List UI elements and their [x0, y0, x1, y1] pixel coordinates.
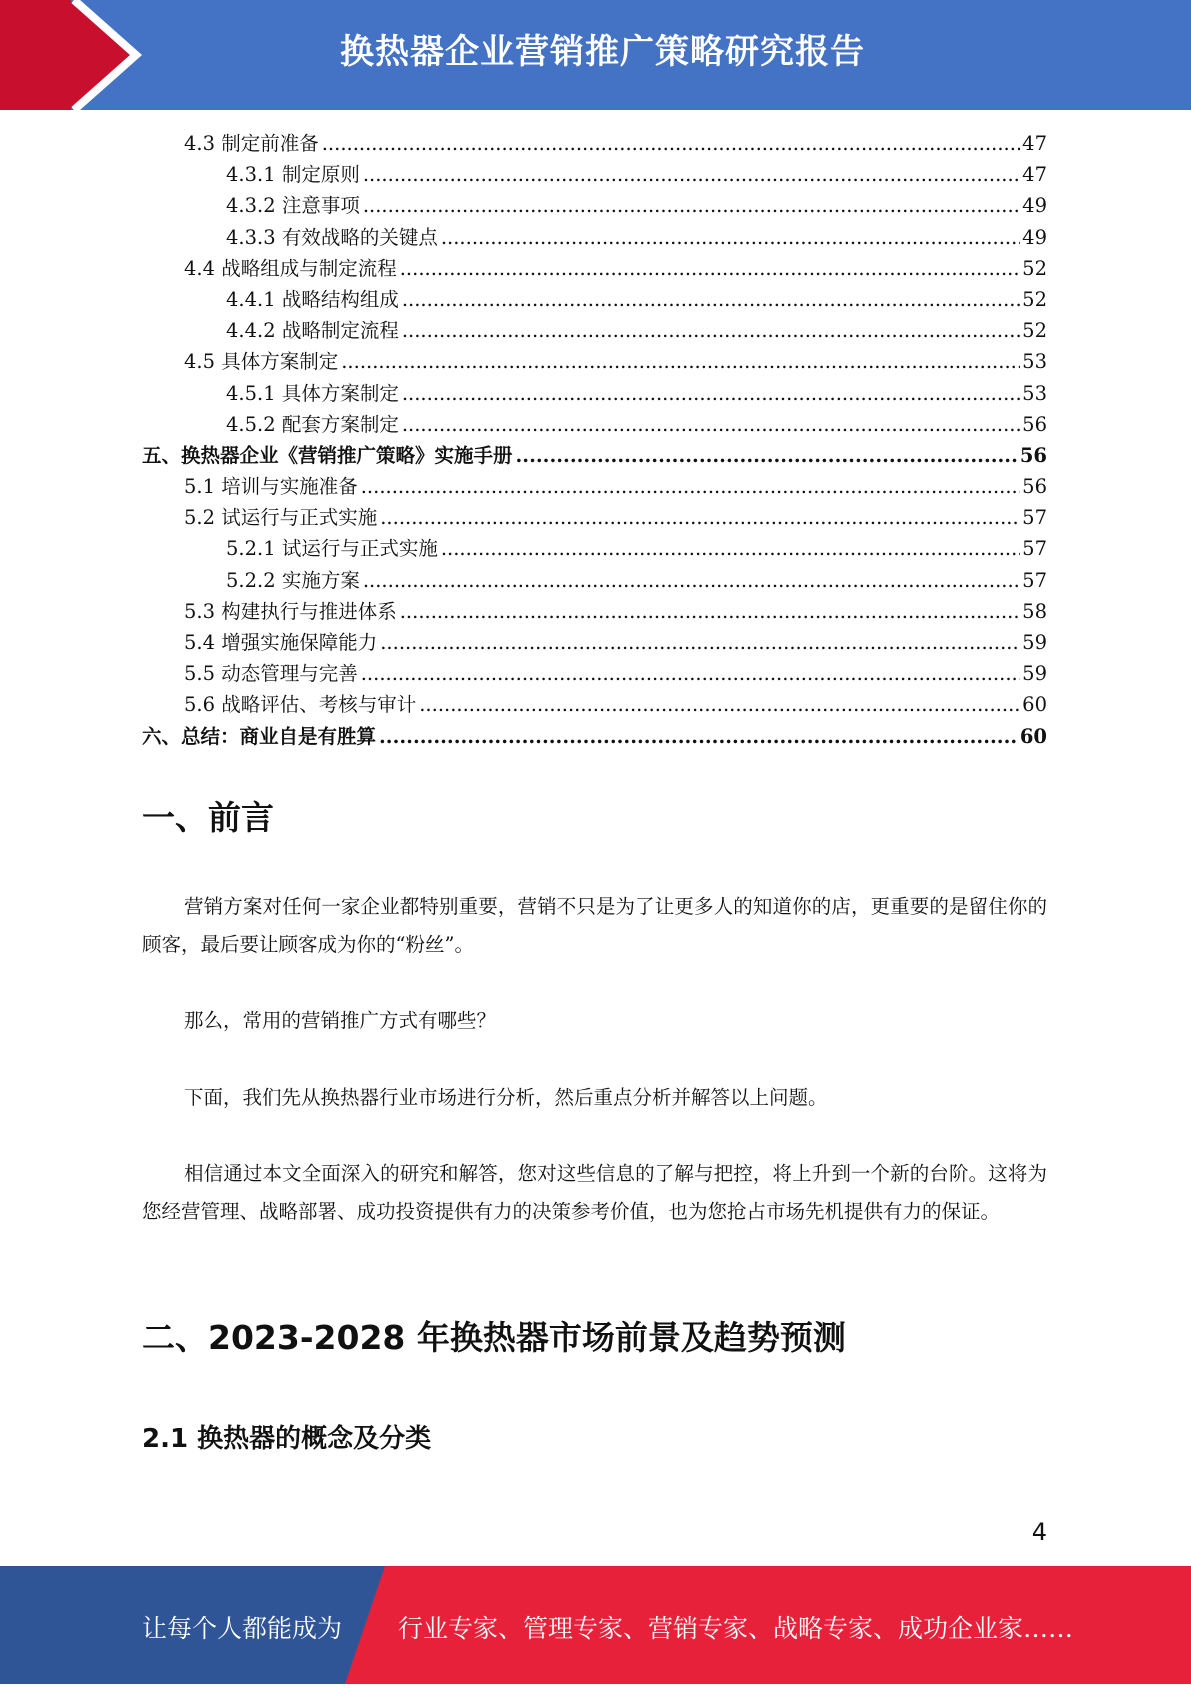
toc-leader-dots: [400, 600, 1020, 623]
toc-leader-dots: [441, 537, 1020, 560]
toc-leader-dots: [402, 288, 1020, 311]
toc-entry[interactable]: [142, 471, 1047, 502]
toc-entry-label: 5.1 培训与实施准备: [184, 475, 358, 499]
toc-leader-dots: [379, 725, 1018, 748]
toc-entry-label: 五、换热器企业《营销推广策略》实施手册: [142, 443, 513, 467]
toc-entry-page: 52: [1022, 319, 1047, 343]
toc-entry[interactable]: [142, 128, 1047, 159]
paragraph: 下面，我们先从换热器行业市场进行分析，然后重点分析并解答以上问题。: [184, 1086, 828, 1109]
toc-entry[interactable]: [142, 190, 1047, 221]
toc-entry-page: 49: [1022, 225, 1047, 249]
toc-entry-page: 57: [1022, 537, 1047, 561]
toc-entry-label: 5.2.1 试运行与正式实施: [226, 537, 438, 561]
toc-entry[interactable]: [142, 502, 1047, 533]
toc-leader-dots: [402, 319, 1020, 342]
toc-entry[interactable]: [142, 253, 1047, 284]
toc-entry-label: 5.6 战略评估、考核与审计: [184, 693, 417, 717]
toc-entry-page: 47: [1022, 132, 1047, 155]
toc-entry-label: 5.2 试运行与正式实施: [184, 506, 378, 530]
toc-entry-label: 六、总结：商业自是有胜算: [142, 724, 377, 748]
toc-entry[interactable]: [142, 409, 1047, 440]
toc-entry[interactable]: [142, 533, 1047, 564]
toc-entry-page: 59: [1022, 631, 1047, 654]
toc-leader-dots: [516, 444, 1018, 467]
toc-leader-dots: [441, 226, 1020, 249]
toc-entry[interactable]: [142, 658, 1047, 689]
toc-entry-label: 4.3.1 制定原则: [226, 163, 360, 187]
paragraph: 那么，常用的营销推广方式有哪些？: [184, 1009, 497, 1032]
toc-leader-dots: [361, 662, 1020, 685]
toc-leader-dots: [341, 350, 1020, 373]
toc-entry[interactable]: [142, 378, 1047, 409]
toc-entry-label: 4.4 战略组成与制定流程: [184, 256, 397, 280]
toc-entry-label: 4.3 制定前准备: [184, 132, 319, 155]
toc-entry-label: 5.2.2 实施方案: [226, 568, 360, 592]
toc-leader-dots: [402, 413, 1020, 436]
toc-entry-page: 56: [1022, 412, 1047, 436]
toc-leader-dots: [419, 693, 1020, 716]
toc-entry-page: 60: [1019, 724, 1047, 748]
toc-entry-page: 57: [1022, 568, 1047, 592]
toc-entry-page: 52: [1022, 256, 1047, 280]
toc-entry[interactable]: [142, 440, 1047, 471]
toc-entry-page: 56: [1019, 443, 1047, 467]
toc-entry-label: 4.3.2 注意事项: [226, 194, 360, 218]
toc-entry-page: 49: [1022, 194, 1047, 218]
toc-leader-dots: [380, 631, 1020, 654]
toc-entry-page: 53: [1022, 350, 1047, 374]
toc-entry[interactable]: [142, 159, 1047, 190]
footer-slogan: 让每个人都能成为: [142, 1614, 343, 1643]
toc-leader-dots: [363, 163, 1020, 186]
toc-entry-label: 5.4 增强实施保障能力: [184, 631, 378, 654]
report-title: 换热器企业营销推广策略研究报告: [340, 32, 865, 72]
toc-entry[interactable]: [142, 596, 1047, 627]
footer-roles: 行业专家、管理专家、营销专家、战略专家、成功企业家……: [398, 1614, 1074, 1643]
toc-leader-dots: [361, 475, 1020, 498]
toc-entry-page: 56: [1022, 475, 1047, 499]
table-of-contents: [142, 128, 1047, 752]
toc-entry-label: 4.5.1 具体方案制定: [226, 381, 399, 405]
footer-band: [0, 1566, 1191, 1684]
page-number: 4: [1031, 1518, 1047, 1546]
toc-leader-dots: [380, 506, 1020, 529]
toc-entry-page: 60: [1022, 693, 1047, 717]
toc-entry-page: 59: [1022, 662, 1047, 686]
subsection-heading: 2.1 换热器的概念及分类: [142, 1424, 432, 1454]
paragraph: 营销方案对任何一家企业都特别重要，营销不只是为了让更多人的知道你的店，更重要的是留住你的顾客，最后要让顾客成为你的“粉丝”。: [142, 895, 1047, 956]
section-heading-market-outlook: 二、2023-2028 年换热器市场前景及趋势预测: [142, 1318, 846, 1357]
toc-entry[interactable]: [142, 627, 1047, 658]
toc-entry-page: 47: [1022, 163, 1047, 187]
toc-leader-dots: [402, 382, 1020, 405]
toc-entry-label: 5.3 构建执行与推进体系: [184, 599, 397, 623]
toc-entry-label: 4.4.2 战略制定流程: [226, 319, 399, 343]
section-heading-preface: 一、前言: [142, 798, 274, 837]
toc-leader-dots: [322, 132, 1020, 155]
toc-entry-page: 52: [1022, 287, 1047, 311]
toc-entry[interactable]: [142, 222, 1047, 253]
toc-leader-dots: [400, 257, 1020, 280]
toc-entry[interactable]: [142, 721, 1047, 752]
toc-entry[interactable]: [142, 284, 1047, 315]
header-band: [0, 0, 1191, 110]
toc-leader-dots: [363, 569, 1020, 592]
toc-entry[interactable]: [142, 565, 1047, 596]
toc-entry-label: 4.4.1 战略结构组成: [226, 287, 399, 311]
toc-entry-label: 4.5 具体方案制定: [184, 350, 339, 374]
toc-leader-dots: [363, 194, 1020, 217]
toc-entry[interactable]: [142, 346, 1047, 377]
toc-entry-label: 4.3.3 有效战略的关键点: [226, 225, 438, 249]
toc-entry-page: 58: [1022, 599, 1047, 623]
toc-entry[interactable]: [142, 315, 1047, 346]
toc-entry-label: 5.5 动态管理与完善: [184, 662, 358, 686]
toc-entry-label: 4.5.2 配套方案制定: [226, 412, 399, 436]
toc-entry[interactable]: [142, 689, 1047, 720]
toc-entry-page: 57: [1022, 506, 1047, 530]
paragraph: 相信通过本文全面深入的研究和解答，您对这些信息的了解与把控，将上升到一个新的台阶。这将为您经营管理、战略部署、成功投资提供有力的决策参考价值，也为您抢占市场先机提供有力的保证。: [142, 1162, 1047, 1223]
toc-entry-page: 53: [1022, 381, 1047, 405]
